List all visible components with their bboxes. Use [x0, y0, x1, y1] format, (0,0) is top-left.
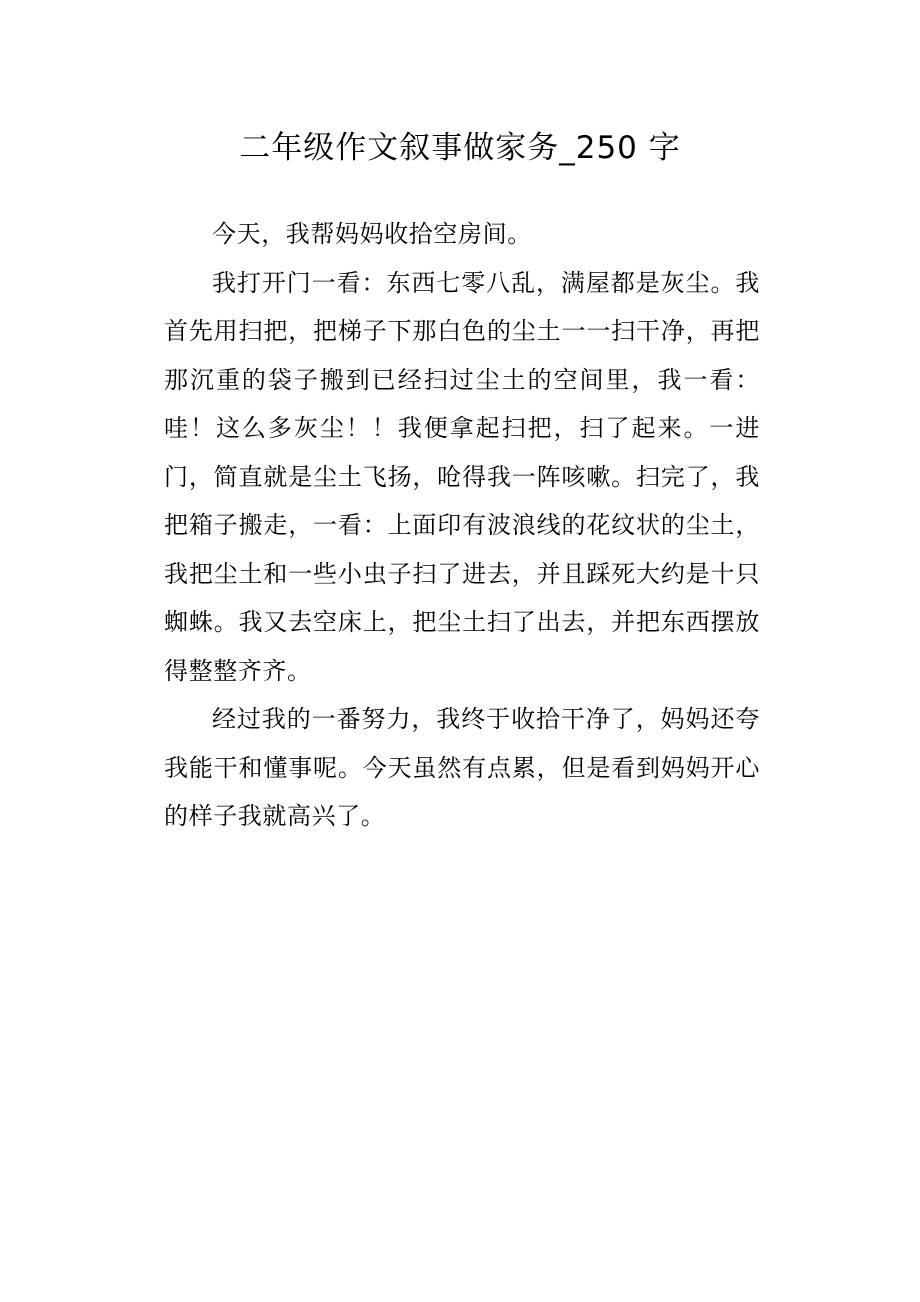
document-title: 二年级作文叙事做家务_250 字: [239, 130, 681, 166]
paragraph-2: 我打开门一看：东西七零八乱，满屋都是灰尘。我首先用扫把，把梯子下那白色的尘土一一扫干净，再把那沉重的袋子搬到已经扫过尘土的空间里，我一看：哇！这么多灰尘！！我便拿起扫把，扫了起来。一进门，简直就是尘土飞扬，呛得我一阵咳嗽。扫完了，我把箱子搬走，一看：上面印有波浪线的花纹状的尘土，我把尘土和一些小虫子扫了进去，并且踩死大约是十只蜘蛛。我又去空床上，把尘土扫了出去，并把东西摆放得整整齐齐。: [164, 268, 760, 685]
paragraph-3: 经过我的一番努力，我终于收拾干净了，妈妈还夸我能干和懂事呢。今天虽然有点累，但是看到妈妈开心的样子我就高兴了。: [164, 705, 760, 830]
paragraph-1: 今天，我帮妈妈收拾空房间。: [212, 220, 532, 248]
document-body: [164, 210, 760, 841]
